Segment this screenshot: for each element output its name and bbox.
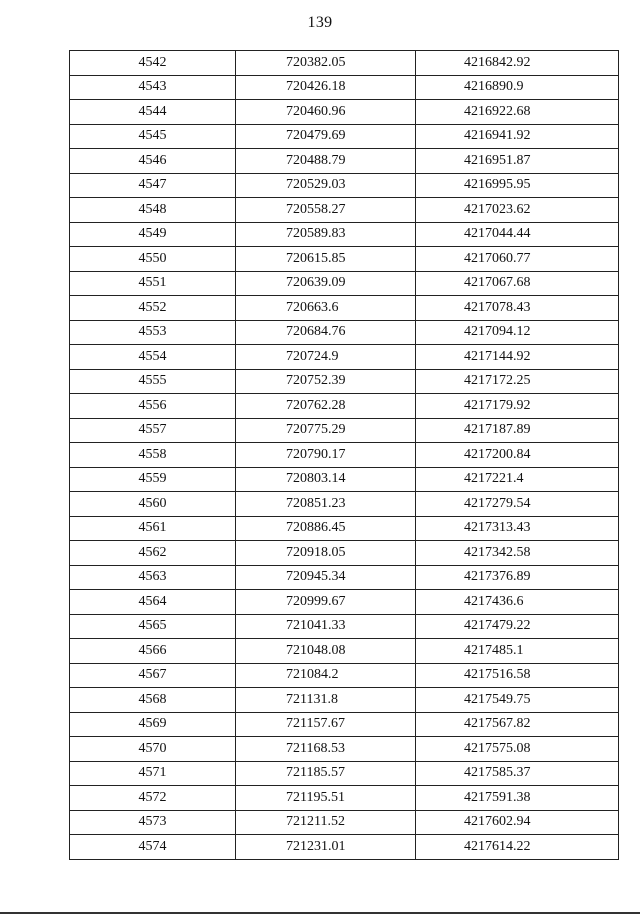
point-number-cell: 4546 (70, 149, 236, 174)
point-number-cell: 4569 (70, 712, 236, 737)
y-coordinate-cell: 720999.67 (236, 590, 416, 615)
y-coordinate-cell: 721168.53 (236, 737, 416, 762)
x-coordinate-cell: 4216890.9 (416, 75, 619, 100)
x-coordinate-cell: 4216842.92 (416, 51, 619, 76)
table-row (70, 345, 619, 370)
point-number-cell: 4561 (70, 516, 236, 541)
table-row (70, 663, 619, 688)
x-coordinate-cell: 4217575.08 (416, 737, 619, 762)
y-coordinate-cell: 721041.33 (236, 614, 416, 639)
point-number-cell: 4547 (70, 173, 236, 198)
x-coordinate-cell: 4217376.89 (416, 565, 619, 590)
table-row (70, 688, 619, 713)
table-row (70, 394, 619, 419)
y-coordinate-cell: 721157.67 (236, 712, 416, 737)
table-row (70, 565, 619, 590)
point-number-cell: 4549 (70, 222, 236, 247)
table-row (70, 418, 619, 443)
x-coordinate-cell: 4217485.1 (416, 639, 619, 664)
y-coordinate-cell: 720851.23 (236, 492, 416, 517)
y-coordinate-cell: 720589.83 (236, 222, 416, 247)
y-coordinate-cell: 721084.2 (236, 663, 416, 688)
table-row (70, 51, 619, 76)
y-coordinate-cell: 720663.6 (236, 296, 416, 321)
table-row (70, 222, 619, 247)
page-bottom-rule (0, 912, 640, 914)
x-coordinate-cell: 4217279.54 (416, 492, 619, 517)
y-coordinate-cell: 720382.05 (236, 51, 416, 76)
x-coordinate-cell: 4216922.68 (416, 100, 619, 125)
x-coordinate-cell: 4217549.75 (416, 688, 619, 713)
point-number-cell: 4548 (70, 198, 236, 223)
y-coordinate-cell: 721185.57 (236, 761, 416, 786)
point-number-cell: 4554 (70, 345, 236, 370)
point-number-cell: 4555 (70, 369, 236, 394)
y-coordinate-cell: 720752.39 (236, 369, 416, 394)
table-row (70, 369, 619, 394)
table-row (70, 443, 619, 468)
y-coordinate-cell: 720558.27 (236, 198, 416, 223)
table-row (70, 75, 619, 100)
y-coordinate-cell: 720918.05 (236, 541, 416, 566)
point-number-cell: 4566 (70, 639, 236, 664)
point-number-cell: 4574 (70, 835, 236, 860)
x-coordinate-cell: 4217614.22 (416, 835, 619, 860)
point-number-cell: 4545 (70, 124, 236, 149)
y-coordinate-cell: 720803.14 (236, 467, 416, 492)
table-row (70, 320, 619, 345)
point-number-cell: 4560 (70, 492, 236, 517)
x-coordinate-cell: 4217023.62 (416, 198, 619, 223)
coordinates-table-body (70, 51, 619, 860)
point-number-cell: 4557 (70, 418, 236, 443)
y-coordinate-cell: 721131.8 (236, 688, 416, 713)
point-number-cell: 4564 (70, 590, 236, 615)
table-row (70, 100, 619, 125)
x-coordinate-cell: 4217436.6 (416, 590, 619, 615)
point-number-cell: 4562 (70, 541, 236, 566)
point-number-cell: 4542 (70, 51, 236, 76)
x-coordinate-cell: 4217044.44 (416, 222, 619, 247)
table-row (70, 614, 619, 639)
y-coordinate-cell: 720945.34 (236, 565, 416, 590)
y-coordinate-cell: 721231.01 (236, 835, 416, 860)
x-coordinate-cell: 4217078.43 (416, 296, 619, 321)
x-coordinate-cell: 4217172.25 (416, 369, 619, 394)
y-coordinate-cell: 720684.76 (236, 320, 416, 345)
page-number: 139 (307, 14, 333, 31)
point-number-cell: 4568 (70, 688, 236, 713)
x-coordinate-cell: 4217585.37 (416, 761, 619, 786)
table-row (70, 271, 619, 296)
x-coordinate-cell: 4217144.92 (416, 345, 619, 370)
table-row (70, 761, 619, 786)
y-coordinate-cell: 721048.08 (236, 639, 416, 664)
table-row (70, 124, 619, 149)
x-coordinate-cell: 4217591.38 (416, 786, 619, 811)
y-coordinate-cell: 720775.29 (236, 418, 416, 443)
x-coordinate-cell: 4217342.58 (416, 541, 619, 566)
table-row (70, 492, 619, 517)
table-row (70, 516, 619, 541)
table-row (70, 835, 619, 860)
x-coordinate-cell: 4217094.12 (416, 320, 619, 345)
y-coordinate-cell: 720762.28 (236, 394, 416, 419)
table-row (70, 541, 619, 566)
point-number-cell: 4558 (70, 443, 236, 468)
table-row (70, 737, 619, 762)
table-row (70, 467, 619, 492)
y-coordinate-cell: 721195.51 (236, 786, 416, 811)
point-number-cell: 4552 (70, 296, 236, 321)
x-coordinate-cell: 4217060.77 (416, 247, 619, 272)
table-row (70, 590, 619, 615)
y-coordinate-cell: 721211.52 (236, 810, 416, 835)
point-number-cell: 4567 (70, 663, 236, 688)
table-row (70, 810, 619, 835)
x-coordinate-cell: 4217479.22 (416, 614, 619, 639)
y-coordinate-cell: 720615.85 (236, 247, 416, 272)
point-number-cell: 4571 (70, 761, 236, 786)
y-coordinate-cell: 720479.69 (236, 124, 416, 149)
point-number-cell: 4543 (70, 75, 236, 100)
y-coordinate-cell: 720460.96 (236, 100, 416, 125)
x-coordinate-cell: 4217567.82 (416, 712, 619, 737)
point-number-cell: 4544 (70, 100, 236, 125)
table-row (70, 296, 619, 321)
x-coordinate-cell: 4217221.4 (416, 467, 619, 492)
point-number-cell: 4563 (70, 565, 236, 590)
point-number-cell: 4559 (70, 467, 236, 492)
point-number-cell: 4553 (70, 320, 236, 345)
point-number-cell: 4570 (70, 737, 236, 762)
table-row (70, 712, 619, 737)
x-coordinate-cell: 4217602.94 (416, 810, 619, 835)
table-row (70, 247, 619, 272)
x-coordinate-cell: 4217187.89 (416, 418, 619, 443)
y-coordinate-cell: 720639.09 (236, 271, 416, 296)
point-number-cell: 4556 (70, 394, 236, 419)
x-coordinate-cell: 4217200.84 (416, 443, 619, 468)
x-coordinate-cell: 4216995.95 (416, 173, 619, 198)
point-number-cell: 4565 (70, 614, 236, 639)
y-coordinate-cell: 720724.9 (236, 345, 416, 370)
x-coordinate-cell: 4217067.68 (416, 271, 619, 296)
table-row (70, 173, 619, 198)
y-coordinate-cell: 720790.17 (236, 443, 416, 468)
point-number-cell: 4572 (70, 786, 236, 811)
point-number-cell: 4550 (70, 247, 236, 272)
table-row (70, 198, 619, 223)
coordinates-table (69, 50, 619, 860)
point-number-cell: 4573 (70, 810, 236, 835)
y-coordinate-cell: 720886.45 (236, 516, 416, 541)
point-number-cell: 4551 (70, 271, 236, 296)
table-row (70, 639, 619, 664)
y-coordinate-cell: 720426.18 (236, 75, 416, 100)
table-row (70, 149, 619, 174)
y-coordinate-cell: 720488.79 (236, 149, 416, 174)
x-coordinate-cell: 4216941.92 (416, 124, 619, 149)
x-coordinate-cell: 4217179.92 (416, 394, 619, 419)
x-coordinate-cell: 4216951.87 (416, 149, 619, 174)
y-coordinate-cell: 720529.03 (236, 173, 416, 198)
x-coordinate-cell: 4217313.43 (416, 516, 619, 541)
x-coordinate-cell: 4217516.58 (416, 663, 619, 688)
table-row (70, 786, 619, 811)
